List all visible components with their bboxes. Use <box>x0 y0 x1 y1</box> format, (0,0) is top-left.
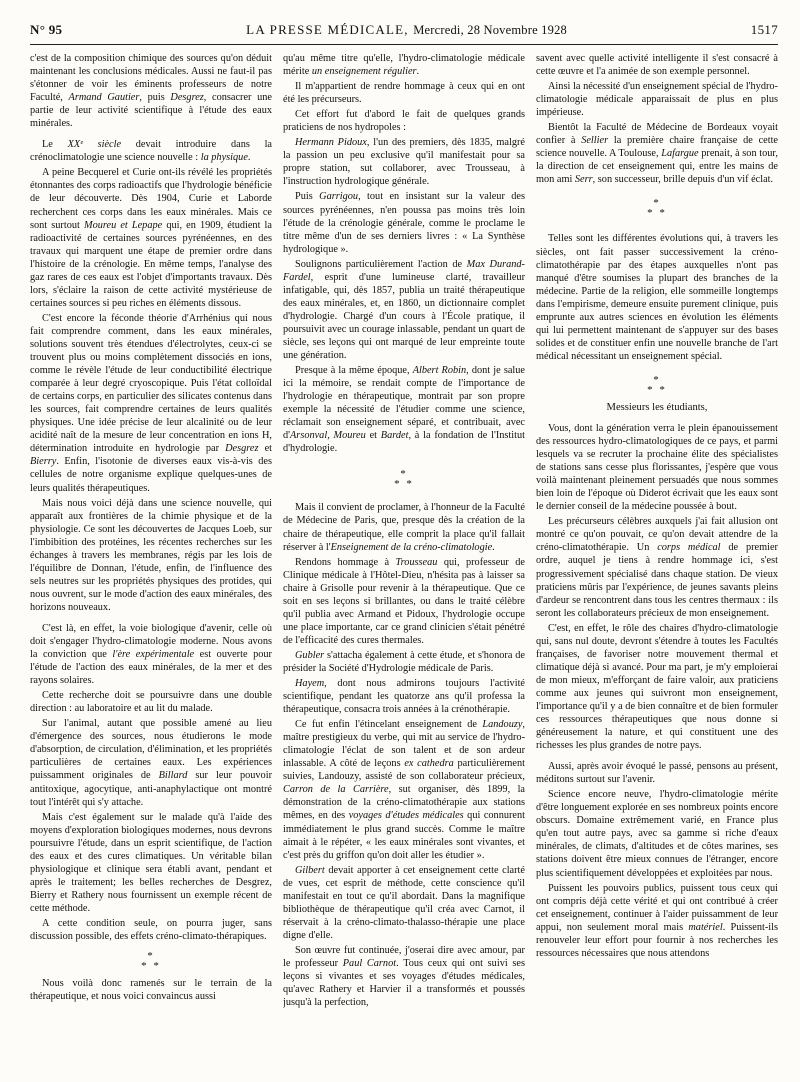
paragraph: Hermann Pidoux, l'un des premiers, dès 1835, malgré la passion un peu exclusive qu'il manifestait pour sa propre station, sut collaborer, avec Trousseau, à l'instruction hydrologique générale. <box>283 137 525 188</box>
paragraph: Ainsi la nécessité d'un enseignement spécial de l'hydro-climatologie médicale apparaissait de plus en plus impérieuse. <box>536 81 778 119</box>
section-separator-stars: * * * <box>394 468 414 491</box>
journal-name: LA PRESSE MÉDICALE, <box>246 22 409 37</box>
paragraph: Aussi, après avoir évoqué le passé, pensons au présent, méditons surtout sur l'avenir. <box>536 761 778 786</box>
column-1 <box>30 52 272 1074</box>
paragraph: Presque à la même époque, Albert Robin, dont je salue ici la mémoire, se rendait compte de l'importance de l'hydrologie en thérapeutique, montrait par son propre exemple la nécessité de l'étudier comme une science, réclamait son enseignement séparé, et contribuait, avec d'Arsonval, Moureu et Bardet, à la fondation de l'Institut d'hydrologie. <box>283 365 525 455</box>
paragraph: A peine Becquerel et Curie ont-ils révélé les propriétés étonnantes des corps radioactifs que l'hydrologie bénéficie de leur découverte. Dès 1904, Curie et Laborde recherchent ces corps dans les eaux minérales. Mais ce sont surtout Moureu et Lepape qui, en 1909, étudient la radioactivité de certaines sources pyrénéennes, en des travaux qui marquent une étape de premier ordre dans l'histoire de la crénologie. En même temps, l'analyse des gaz rares de ces eaux est l'objet d'importants travaux. Dès lors, s'éclaire la raison de cette activité mystérieuse de certaines sources si peu riches en éléments dissous. <box>30 167 272 309</box>
paragraph: Puis Garrigou, tout en insistant sur la valeur des sources pyrénéennes, n'en poussa pas moins très loin l'étude de la crénologie générale, comme le proclame le titre même d'un de ses derniers livres : « La Synthèse hydrologique ». <box>283 191 525 255</box>
journal-title <box>246 22 567 38</box>
page-header <box>30 22 778 42</box>
paragraph: Hayem, dont nous admirons toujours l'activité scientifique, pendant les quatorze ans qu'il professa la thérapeutique, consacra trois années à la crénothérapie. <box>283 678 525 716</box>
paragraph: Rendons hommage à Trousseau qui, professeur de Clinique médicale à l'Hôtel-Dieu, n'hésita pas à laisser sa chaire à Grisolle pour revenir à la thérapeutique. Que ce soit en ses leçons si brillantes, ou dans le traité célèbre qu'il publia avec Armand et Pidoux, l'hydrologie occupe une place importante, car ce grand clinicien s'était pénétré de l'efficacité des cures thermales. <box>283 556 525 646</box>
paragraph: Mais il convient de proclamer, à l'honneur de la Faculté de Médecine de Paris, que, presque dès la création de la chaire de thérapeutique, elle comprit la place qu'il fallait réserver à l'Enseignement de la créno-climatologie. <box>283 502 525 553</box>
issue-number: N° 95 <box>30 22 63 37</box>
paragraph: Les précurseurs célèbres auxquels j'ai fait allusion ont montré ce qu'on pouvait, ce qu'on devait attendre de la créno-climatothérapie. Un corps médical de premier ordre, auquel je tiens à rendre hommage ici, s'est progressivement spécialisé dans chaque station. De vieux praticiens mûris par l'expérience, de jeunes savants pleins d'ardeur se rencontrent dans tous les centres thermaux : ils seront les collaborateurs précieux de mon enseignement. <box>536 516 778 619</box>
column-3 <box>536 52 778 1074</box>
paragraph: Soulignons particulièrement l'action de Max Durand-Fardel, esprit d'une lumineuse clarté, travailleur infatigable, qui, dès 1857, publia un traité thérapeutique des eaux minérales, et, en 1860, un dictionnaire complet d'hydrologie. Chargé d'un cours à l'École pratique, il poursuivit avec un courage inlassable, pendant un quart de siècle, ses leçons qui ont marqué de leur empreinte toute une génération. <box>283 258 525 362</box>
paragraph: A cette condition seule, on pourra juger, sans discussion possible, des effets créno-climato-thérapiques. <box>30 918 272 943</box>
paragraph: C'est, en effet, le rôle des chaires d'hydro-climatologie qui, sans nul doute, devront s'étendre à toutes les Facultés françaises, de favoriser notre mouvement thermal et climatique déjà si avancé. Pour ma part, je m'y emploierai de mon mieux, m'efforçant de faire valoir, aux praticiens comme aux jeunes qui suivront mon enseignement, l'importance qu'il y a de bien connaître et de bien formuler ces ressources thérapeutiques que nous donne si généreusement la nature, et qui constituent une des richesses les plus grandes de notre pays. <box>536 622 778 752</box>
section-separator-stars: * * * <box>647 197 667 220</box>
paragraph: C'est là, en effet, la voie biologique d'avenir, celle où doit s'engager l'hydro-climatologie moderne. Nous avons la conviction que l'ère expérimentale est ouverte pour l'étude de l'action des eaux minérales, de la mer et des rayons solaires. <box>30 622 272 687</box>
paragraph: Nous voilà donc ramenés sur le terrain de la thérapeutique, et nous voici convaincus aussi <box>30 978 272 1003</box>
issue-date: Mercredi, 28 Novembre 1928 <box>413 23 567 37</box>
paragraph: Gubler s'attacha également à cette étude, et s'honora de présider la Société d'Hydrologie médicale de Paris. <box>283 649 525 674</box>
paragraph: Mais nous voici déjà dans une science nouvelle, qui apparaît aux frontières de la chimie physique et de la physiologie. Ce sont les découvertes de Jacques Loeb, sur l'imbibition des protéines, les récentes recherches sur les échanges à travers les membranes, régis par les lois de l'équilibre de Donnan, l'étude, enfin, de l'influence des sels neutres sur les propriétés physiques des protides, qui nous ouvrent, sur le mode d'action des eaux minérales, des horizons nouveaux. <box>30 497 272 613</box>
paragraph: Sur l'animal, autant que possible amené au lieu d'émergence des sources, nous étudierons le mode d'absorption, de circulation, d'élimination, et les propriétés particulières de certaines eaux. Les expériences puissamment originales de Billard sur leur pouvoir antitoxique, agocytique, anti-anaphylactique ont montré tout l'intérêt qui s'y attache. <box>30 718 272 808</box>
column-2 <box>283 52 525 1074</box>
header-rule <box>30 44 778 45</box>
section-heading: Messieurs les étudiants, <box>606 401 708 413</box>
paragraph: Son œuvre fut continuée, j'oserai dire avec amour, par le professeur Paul Carnot. Tous ceux qui ont suivi ses leçons si vivantes et ses voyages d'études médicales, qu'avec Rathery et Harvier il a transformés et poussés jusqu'à la perfection, <box>283 944 525 1009</box>
paragraph: c'est de la composition chimique des sources qu'on déduit maintenant les conclusions médicales. Aussi ne faut-il pas s'étonner de voir les éminents professeurs de notre Faculté, Armand Gautier, puis Desgrez, consacrer une partie de leur activité scientifique à l'étude des eaux minérales. <box>30 53 272 130</box>
paragraph: Science encore neuve, l'hydro-climatologie mérite d'être longuement explorée en ses nombreux points encore obscurs. Domaine extrêmement varié, en France plus qu'en tout autre pays, avec sa gamme si riche d'eaux minérales, de climats, d'altitudes et de côtes marines, ses stations doivent être mieux connues de l'étranger, encore plus scientifiquement développées et exploitées par nous. <box>536 789 778 879</box>
paragraph: Le XXᵉ siècle devait introduire dans la crénoclimatologie une science nouvelle : la physique. <box>30 139 272 164</box>
paragraph: Mais c'est également sur le malade qu'à l'aide des moyens d'exploration biologiques modernes, nous devrons poursuivre l'étude, dans un esprit scientifique, de l'action des eaux et des cures climatiques. Un véritable bilan physiologique et clinique sera établi avant, pendant et après le traitement; les belles recherches de Desgrez, Bierry et Rathery nous fournissent un exemple récent de cette méthode. <box>30 811 272 914</box>
paragraph: qu'au même titre qu'elle, l'hydro-climatologie médicale mérite un enseignement régulier. <box>283 53 525 78</box>
page-number: 1517 <box>750 22 778 37</box>
article-body <box>30 52 778 1074</box>
paragraph: Puissent les pouvoirs publics, puissent tous ceux qui ont compris déjà cette vérité et qui ont contribué à créer cet enseignement, continuer à l'aider puissamment de leur appui, non seulement moral mais matériel. Puissent-ils renouveler leur effort pour fournir à nos recherches les ressources nécessaires que nous attendons <box>536 882 778 959</box>
paragraph: Cette recherche doit se poursuivre dans une double direction : au laboratoire et au lit du malade. <box>30 690 272 715</box>
paragraph: Ce fut enfin l'étincelant enseignement de Landouzy, maître prestigieux du verbe, qui mit au service de l'hydro-climatologie l'éclat de son talent et de son ardeur inlassable. A côté de leçons ex cathedra particulièrement suivies, Landouzy, assisté de son collaborateur précieux, Carron de la Carrière, sut organiser, dès 1899, la démonstration de la créno-climatothérapie aux stations mêmes, en des voyages d'études médicales qui connurent immédiatement le plus grand succès. Comme le maître aimait à le répéter, « les eaux minérales sont vivantes, et c'est près du griffon qu'on doit aller les étudier ». <box>283 719 525 861</box>
paragraph: Vous, dont la génération verra le plein épanouissement des ressources hydro-climatologiques de ce pays, et parmi lesquels va se recruter la prochaine élite des spécialistes de stations sans cesse plus florissantes, j'espère que vous voilà maintenant pleinement persuadés que nous sommes bien loin de l'époque où Diderot écrivait que les eaux sont le dernier conseil de la médecine poussée à bout. <box>536 422 778 513</box>
section-separator-stars: * * * <box>647 373 667 396</box>
paragraph: Cet effort fut d'abord le fait de quelques grands praticiens de nos hydropoles : <box>283 109 525 134</box>
section-separator-stars: * * * <box>141 950 161 973</box>
paragraph: Telles sont les différentes évolutions qui, à travers les siècles, ont fait passer successivement la créno-climatothérapie par des étapes auxquelles n'ont pas manqué d'être soumises la plupart des branches de la médecine. Partie de la religion, elle sommeille longtemps dans l'empirisme, demeure ensuite purement clinique, puis emprunte aux autres sciences en évolution les éléments qui lui permettent maintenant de s'appuyer sur des bases solides et de constituer enfin une nouvelle branche de l'art médical nécessitant un enseignement spécial. <box>536 233 778 362</box>
paragraph: Gilbert devait apporter à cet enseignement cette clarté de vues, cet esprit de méthode, cette conscience qu'il manifestait en tout ce qu'il abordait. Dans la magnifique bibliothèque de thérapeutique qu'il créa avec Carnot, il réservait à la créno-climato-thalasso-thérapie une place digne d'elle. <box>283 864 525 941</box>
paragraph: C'est encore la féconde théorie d'Arrhénius qui nous fait comprendre comment, dans les eaux minérales, solutions souvent très étendues d'électrolytes, ceux-ci se trouvent plus ou moins complètement dissociés en ions, comme le révèle l'étude de leur conductibilité électrique comparée à leur degré cryoscopique. Puis l'état colloïdal de certains corps, en particulier des silicates contenus dans les sources, fait comprendre certaines de leurs qualités physiques. Une idée précise de leur alcalinité ou de leur acidité naît de la mesure de leur concentration en ions H, détermination introduite en hydrologie par Desgrez et Bierry. Enfin, l'isotonie de diverses eaux vis-à-vis des cellules de notre organisme explique quelques-unes de leurs qualités thérapeutiques. <box>30 312 272 494</box>
paragraph: savent avec quelle activité intelligente il s'est consacré à cette œuvre et l'a animée de son exemple personnel. <box>536 53 778 78</box>
paragraph: Il m'appartient de rendre hommage à ceux qui en ont été les précurseurs. <box>283 81 525 106</box>
paragraph: Bientôt la Faculté de Médecine de Bordeaux voyait confier à Sellier la première chaire française de cette science nouvelle. A Toulouse, Lafargue prenait, à son tour, la direction de cet enseignement qui, entre les mains de mon ami Serr, son successeur, brille depuis d'un vif éclat. <box>536 122 778 186</box>
